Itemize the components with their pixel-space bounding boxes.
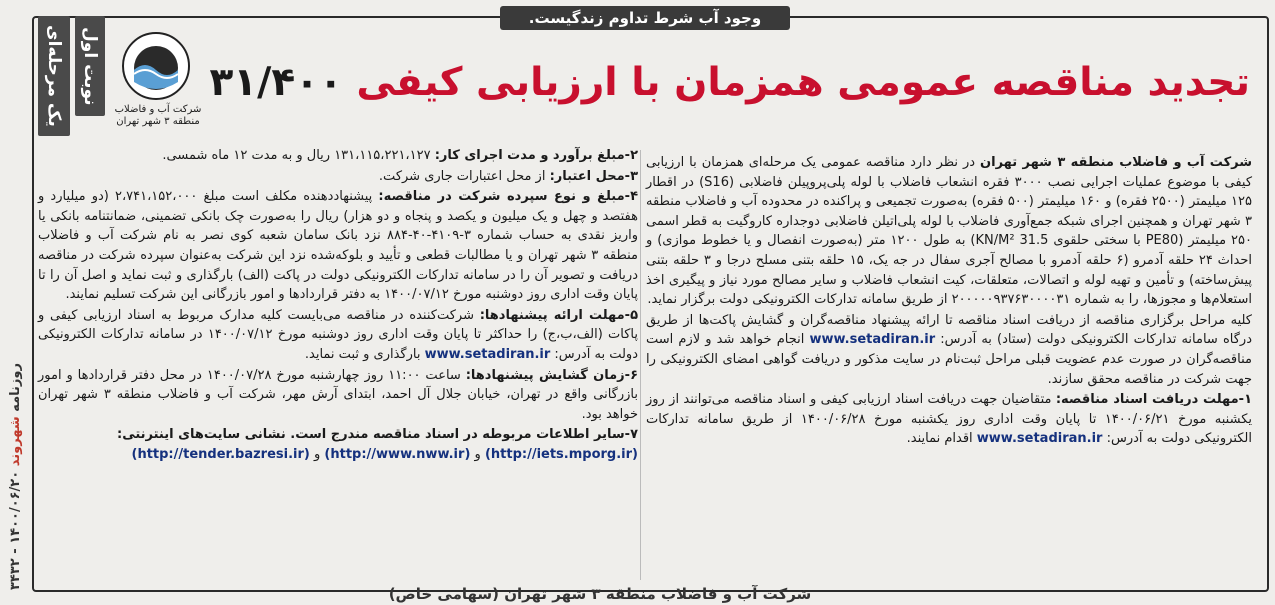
intro-paragraph (646, 153, 1252, 310)
estimate-lead: ۲-مبلغ برآورد و مدت اجرای کار: (434, 148, 638, 163)
process-text-a: کلیه مراحل برگزاری مناقصه از دریافت اسناد مناقصه تا ارائه پیشنهاد مناقصه‌گران و گشایش پاکت‌ها از طریق درگاه سامانه تدارکات الکترونیکی دولت (ستاد) به آدرس: (646, 312, 1252, 348)
link-separator-2: و (309, 446, 325, 462)
credit-paragraph (38, 167, 638, 187)
round-badge: نوبت اول (75, 16, 105, 116)
deposit-paragraph (38, 187, 638, 305)
side-print-date: ۱۴۰۰/۰۶/۲۰ - ۳۴۳۲ (8, 470, 23, 590)
credit-lead: ۳-محل اعتبار: (549, 168, 638, 184)
logo-company-name: شرکت آب و فاضلاب منطقه ۳ شهر تهران (114, 104, 202, 127)
deadline-docs-text-a: متقاضیان جهت دریافت اسناد ارزیابی کیفی و اسناد مناقصه می‌توانند از روز یکشنبه مورخ ۱۴۰۰/۰۶/۲۱ تا پایان وقت اداری روز یکشنبه مورخ ۱۴۰۰/۰۶/۲۸ از طریق سامانه تدارکات الکترونیکی دولت به آدرس: (646, 392, 1253, 447)
side-print-brand: شهروند (8, 416, 23, 467)
opening-body: ساعت ۱۱:۰۰ روز چهارشنبه مورخ ۱۴۰۰/۰۷/۲۸ در محل دفتر قراردادها و امور بازرگانی واقع در تهران، خیابان جلال آل احمد، ابتدای آرش مهر، شرکت آب و فاضلاب منطقه ۳ شهر تهران خواهد بود. (38, 367, 638, 422)
column-divider (640, 150, 641, 580)
stage-badge: یک مرحله‌ای (38, 16, 70, 136)
right-column (646, 153, 1252, 450)
nww-link[interactable]: (http://www.nww.ir) (324, 446, 471, 462)
company-logo (120, 30, 192, 102)
deadline-docs-paragraph (646, 390, 1252, 449)
deadline-docs-lead: ۱-مهلت دریافت اسناد مناقصه: (1055, 392, 1252, 408)
deposit-lead: ۴-مبلغ و نوع سپرده شرکت در مناقصه: (378, 189, 638, 205)
submission-lead: ۵-مهلت ارائه پیشنهادها: (479, 307, 639, 323)
bazresi-link[interactable]: (http://tender.bazresi.ir) (131, 446, 310, 462)
setadiran-link-3[interactable]: www.setadiran.ir (424, 346, 551, 362)
estimate-body: ۱۳۱،۱۱۵،۲۲۱،۱۲۷ ریال و به مدت ۱۲ ماه شمسی. (162, 148, 435, 163)
process-paragraph (646, 311, 1252, 389)
deadline-docs-text-b: اقدام نمایند. (906, 431, 977, 447)
submission-text-b: بارگذاری و ثبت نماید. (304, 346, 425, 362)
company-signature: شرکت آب و فاضلاب منطقه ۳ شهر تهران (سهامی خاص) (388, 585, 812, 603)
headline-number: ۳۱/۴۰۰ (209, 60, 343, 105)
setadiran-link-1[interactable]: www.setadiran.ir (809, 332, 936, 348)
intro-body: در نظر دارد مناقصه عمومی یک مرحله‌ای همزمان با ارزیابی کیفی با موضوع عملیات اجرایی نصب ۳۰۰۰ فقره انشعاب فاضلاب با لوله پلی‌پروپیلن فاضلابی (S16) در اقطار ۱۲۵ میلیمتر (۲۵۰۰ فقره) و ۱۶۰ میلیمتر (۵۰۰ فقره) به‌صورت تجمیعی و پراکنده در محدوده آب و فاضلاب منطقه ۳ شهر تهران و همچنین اجرای شبکه جمع‌آوری فاضلاب با لوله پلی‌اتیلن فاضلابی دوجداره کاروگیت به قطر اسمی ۲۵۰ میلیمتر (PE80 با سختی حلقوی 31.5 KN/M²) به طول ۱۲۰۰ متر (به‌صورت انفصال و یا خطوط موازی) و احداث ۲۴ حلقه آدمرو (۶ حلقه آدمرو با مصالح آجری سفال در جه یک، ۱۵ حلقه بتنی مسلح درجا و ۳ حلقه بتنی پیش‌ساخته) و تأمین و تهیه لوله و اتصالات، متعلقات، کیت انشعاب فاضلاب و سایر مصالح مورد نیاز و پیگیری اخذ استعلام‌ها و مجوزها، را به شماره ۲۰۰۰۰۰۹۳۷۶۳۰۰۰۰۳۱ از طریق سامانه تدارکات الکترونیکی دولت برگزار نماید. (646, 155, 1253, 308)
iets-link[interactable]: (http://iets.mporg.ir) (484, 446, 638, 462)
opening-paragraph (38, 366, 638, 425)
process-text-b: انجام خواهد شد و لازم است مناقصه‌گران در صورت عدم عضویت قبلی مراحل ثبت‌نام در سایت مذکور و دریافت گواهی امضای الکترونیکی را جهت شرکت در مناقصه محقق سازند. (646, 332, 1252, 387)
intro-lead: شرکت آب و فاضلاب منطقه ۳ شهر تهران (980, 155, 1252, 170)
deposit-body: پیشنهاددهنده مکلف است مبلغ ۲،۷۴۱،۱۵۲،۰۰۰ (دو میلیارد و هفتصد و چهل و یک میلیون و یکصد و پنجاه و دو هزار) ریال را به‌صورت چک بانکی تضمینی، ضمانتنامه بانکی یا واریز نقدی به حساب شماره ۳-۴۱۰۹-۴۰-۸۸۴ نزد بانک سامان شعبه کوی نصر به نام شرکت آب و فاضلاب منطقه ۳ شهر تهران و یا مطالبات قطعی و تأیید و بلوکه‌شده نزد این شرکت به‌عنوان سپرده شرکت در مناقصه دریافت و تصویر آن را در سامانه تدارکات الکترونیکی دولت در پاکت (الف) بارگذاری و ثبت نماید و اصل آن را تا پایان وقت اداری روز دوشنبه مورخ ۱۴۰۰/۰۷/۱۲ به دفتر قراردادها و امور بازرگانی این شرکت تسلیم نمایند. (38, 189, 638, 303)
setadiran-link-2[interactable]: www.setadiran.ir (976, 431, 1103, 447)
estimate-paragraph (38, 146, 638, 166)
submission-paragraph (38, 306, 638, 365)
opening-lead: ۶-زمان گشایش پیشنهادها: (465, 367, 638, 383)
submission-text-a: شرکت‌کننده در مناقصه می‌بایست کلیه مدارک مربوط به اسناد ارزیابی کیفی و پاکات (الف‌،ب‌،ج) را حداکثر تا پایان وقت اداری روز دوشنبه مورخ ۱۴۰۰/۰۷/۱۲ در سامانه تدارکات الکترونیکی دولت به آدرس: (38, 307, 638, 362)
side-print-prefix: روزنامه (8, 363, 23, 412)
other-info-paragraph (38, 425, 638, 464)
other-info-lead: ۷-سایر اطلاعات مربوطه در اسناد مناقصه مندرج است. نشانی سایت‌های اینترنتی: (117, 427, 638, 443)
left-column (38, 146, 638, 466)
headline-title: تجدید مناقصه عمومی همزمان با ارزیابی کیفی (356, 60, 1250, 105)
newspaper-side-print (8, 350, 28, 590)
link-separator-1: و (470, 446, 485, 462)
slogan-banner: وجود آب شرط تداوم زندگیست. (500, 6, 790, 30)
headline (209, 60, 1250, 120)
credit-body: از محل اعتبارات جاری شرکت. (378, 168, 550, 184)
